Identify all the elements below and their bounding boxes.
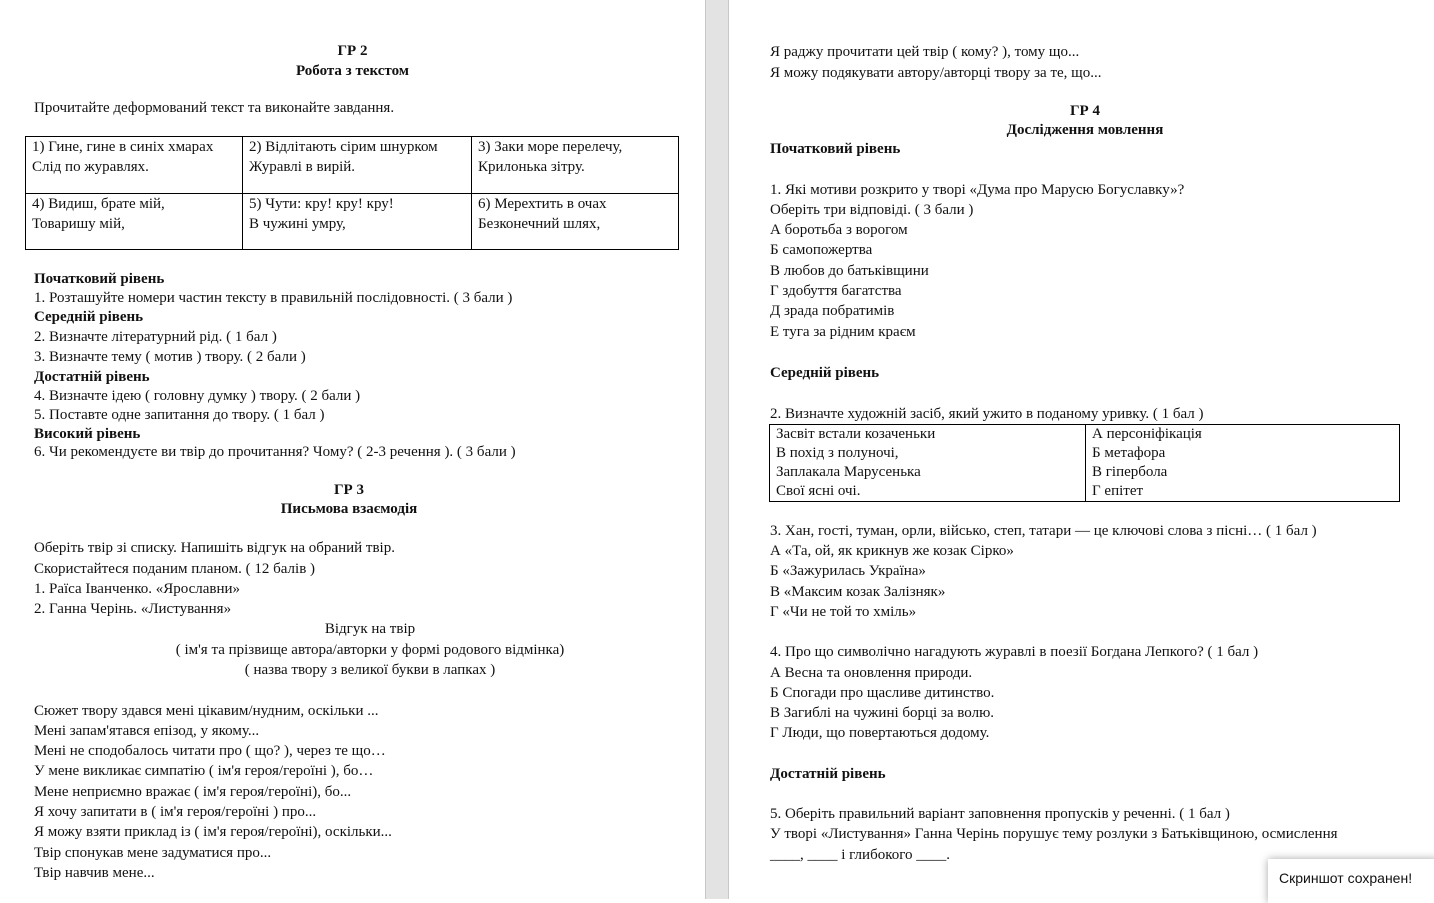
fragment-cell: 3) Заки море перелечу, Крилонька зітру. <box>472 137 679 194</box>
answer-option: В «Максим козак Залізняк» <box>770 584 946 600</box>
question-text: 4. Про що символічно нагадують журавлі в поезії Богдана Лепкого? ( 1 бал ) <box>770 644 1259 660</box>
page-separator <box>705 0 729 899</box>
gr2-subtitle: Робота з текстом <box>295 63 410 79</box>
screenshot-saved-toast[interactable] <box>1268 859 1434 903</box>
task-line: 6. Чи рекомендуєте ви твір до прочитання? Чому? ( 2-3 речення ). ( 3 бали ) <box>34 444 516 460</box>
question-text: У творі «Листування» Ганна Черінь порушує тему розлуки з Батьківщиною, осмислення <box>770 826 1338 842</box>
task-line: 3. Визначте тему ( мотив ) твору. ( 2 бали ) <box>34 349 306 365</box>
answer-option: А «Та, ой, як крикнув же козак Сірко» <box>770 543 1014 559</box>
answer-option: Б «Зажурилась Україна» <box>770 563 926 579</box>
answer-option: А персоніфікація <box>1092 426 1202 442</box>
task-line: 4. Визначте ідею ( головну думку ) твору. ( 2 бали ) <box>34 388 361 404</box>
gr2-instruction: Прочитайте деформований текст та виконайте завдання. <box>34 100 395 116</box>
gr3-intro: Скористайтеся поданим планом. ( 12 балів ) <box>34 561 316 577</box>
answer-option: Е туга за рідним краєм <box>770 324 916 340</box>
document-page-left <box>0 0 705 899</box>
plan-line: Я можу подякувати автору/авторці твору за те, що... <box>770 65 1102 81</box>
level-heading: Середній рівень <box>770 365 880 381</box>
plan-line: Мені запам'ятався епізод, у якому... <box>34 723 260 739</box>
fragment-cell: 4) Видиш, брате мій, Товаришу мій, <box>26 194 243 250</box>
plan-line: Твір навчив мене... <box>34 865 155 881</box>
review-subtitle-title: ( назва твору з великої букви в лапках ) <box>244 662 496 678</box>
question-text: 3. Хан, гості, туман, орли, військо, степ, татари — це ключові слова з пісні… ( 1 бал ) <box>770 523 1317 539</box>
answer-option: Г епітет <box>1092 483 1144 499</box>
level-heading: Високий рівень <box>34 426 141 442</box>
review-title: Відгук на твір <box>324 621 416 637</box>
question-text: 5. Оберіть правильний варіант заповнення пропусків у реченні. ( 1 бал ) <box>770 806 1230 822</box>
plan-line: Мене неприємно вражає ( ім'я героя/героїні), бо... <box>34 784 352 800</box>
fragment-cell: 1) Гине, гине в синіх хмарах Слід по журавлях. <box>26 137 243 194</box>
level-heading: Достатній рівень <box>770 766 886 782</box>
level-heading: Середній рівень <box>34 309 144 325</box>
level-heading: Початковий рівень <box>34 271 165 287</box>
fragment-cell: 6) Мерехтить в очах Безконечний шлях, <box>472 194 679 250</box>
plan-line: Сюжет твору здався мені цікавим/нудним, оскільки ... <box>34 703 379 719</box>
plan-line: У мене викликає симпатію ( ім'я героя/героїні ), бо… <box>34 763 374 779</box>
excerpt-line: Свої ясні очі. <box>776 483 861 499</box>
gr4-subtitle: Дослідження мовлення <box>1006 122 1164 138</box>
excerpt-table <box>769 424 1400 502</box>
question-text: 1. Які мотиви розкрито у творі «Дума про Марусю Богуславку»? <box>770 182 1185 198</box>
level-heading: Достатній рівень <box>34 369 150 385</box>
task-line: 2. Визначте літературний рід. ( 1 бал ) <box>34 329 277 345</box>
excerpt-line: В похід з полуночі, <box>776 445 899 461</box>
excerpt-cell <box>770 425 1086 502</box>
plan-line: Твір спонукав мене задуматися про... <box>34 845 272 861</box>
task-line: 1. Розташуйте номери частин тексту в правильній послідовності. ( 3 бали ) <box>34 290 513 306</box>
answer-option: А боротьба з ворогом <box>770 222 908 238</box>
gr3-subtitle: Письмова взаємодія <box>280 501 418 517</box>
plan-line: Я хочу запитати в ( ім'я героя/героїні ) про... <box>34 804 317 820</box>
gr3-title: ГР 3 <box>334 482 364 498</box>
review-subtitle-author: ( ім'я та прізвище автора/авторки у формі родового відмінка) <box>175 642 565 658</box>
answer-option: В любов до батьківщини <box>770 263 929 279</box>
plan-line: Я раджу прочитати цей твір ( кому? ), тому що... <box>770 44 1080 60</box>
gr3-intro: Оберіть твір зі списку. Напишіть відгук на обраний твір. <box>34 540 395 556</box>
answer-option: Г здобуття багатства <box>770 283 902 299</box>
answer-option: Г «Чи не той то хміль» <box>770 604 917 620</box>
question-text: Оберіть три відповіді. ( 3 бали ) <box>770 202 974 218</box>
fragment-cell: 2) Відлітають сірим шнурком Журавлі в вирій. <box>243 137 472 194</box>
answer-option: Б самопожертва <box>770 242 873 258</box>
level-heading: Початковий рівень <box>770 141 901 157</box>
answer-option: Б Спогади про щасливе дитинство. <box>770 685 995 701</box>
plan-line: Я можу взяти приклад із ( ім'я героя/героїні), оскільки... <box>34 824 392 840</box>
options-cell <box>1086 425 1400 502</box>
gr2-title: ГР 2 <box>337 43 368 59</box>
answer-option: Г Люди, що повертаються додому. <box>770 725 990 741</box>
plan-line: Мені не сподобалось читати про ( що? ), через те що… <box>34 743 386 759</box>
work-option: 2. Ганна Черінь. «Листування» <box>34 601 232 617</box>
work-option: 1. Раїса Іванченко. «Ярославни» <box>34 581 241 597</box>
question-text: ____, ____ і глибокого ____. <box>770 847 951 863</box>
fragment-cell: 5) Чути: кру! кру! кру! В чужині умру, <box>243 194 472 250</box>
excerpt-line: Заплакала Марусенька <box>776 464 921 480</box>
poem-fragments-table <box>25 136 679 250</box>
toast-message: Скриншот сохранен! <box>1279 870 1413 886</box>
answer-option: В гіпербола <box>1092 464 1168 480</box>
answer-option: А Весна та оновлення природи. <box>770 665 973 681</box>
question-text: 2. Визначте художній засіб, який ужито в поданому уривку. ( 1 бал ) <box>770 406 1204 422</box>
gr4-title: ГР 4 <box>1070 103 1100 119</box>
answer-option: Б метафора <box>1092 445 1166 461</box>
excerpt-line: Засвіт встали козаченьки <box>776 426 936 442</box>
answer-option: Д зрада побратимів <box>770 303 895 319</box>
task-line: 5. Поставте одне запитання до твору. ( 1 бал ) <box>34 407 325 423</box>
document-page-right <box>729 0 1434 899</box>
answer-option: В Загиблі на чужині борці за волю. <box>770 705 995 721</box>
